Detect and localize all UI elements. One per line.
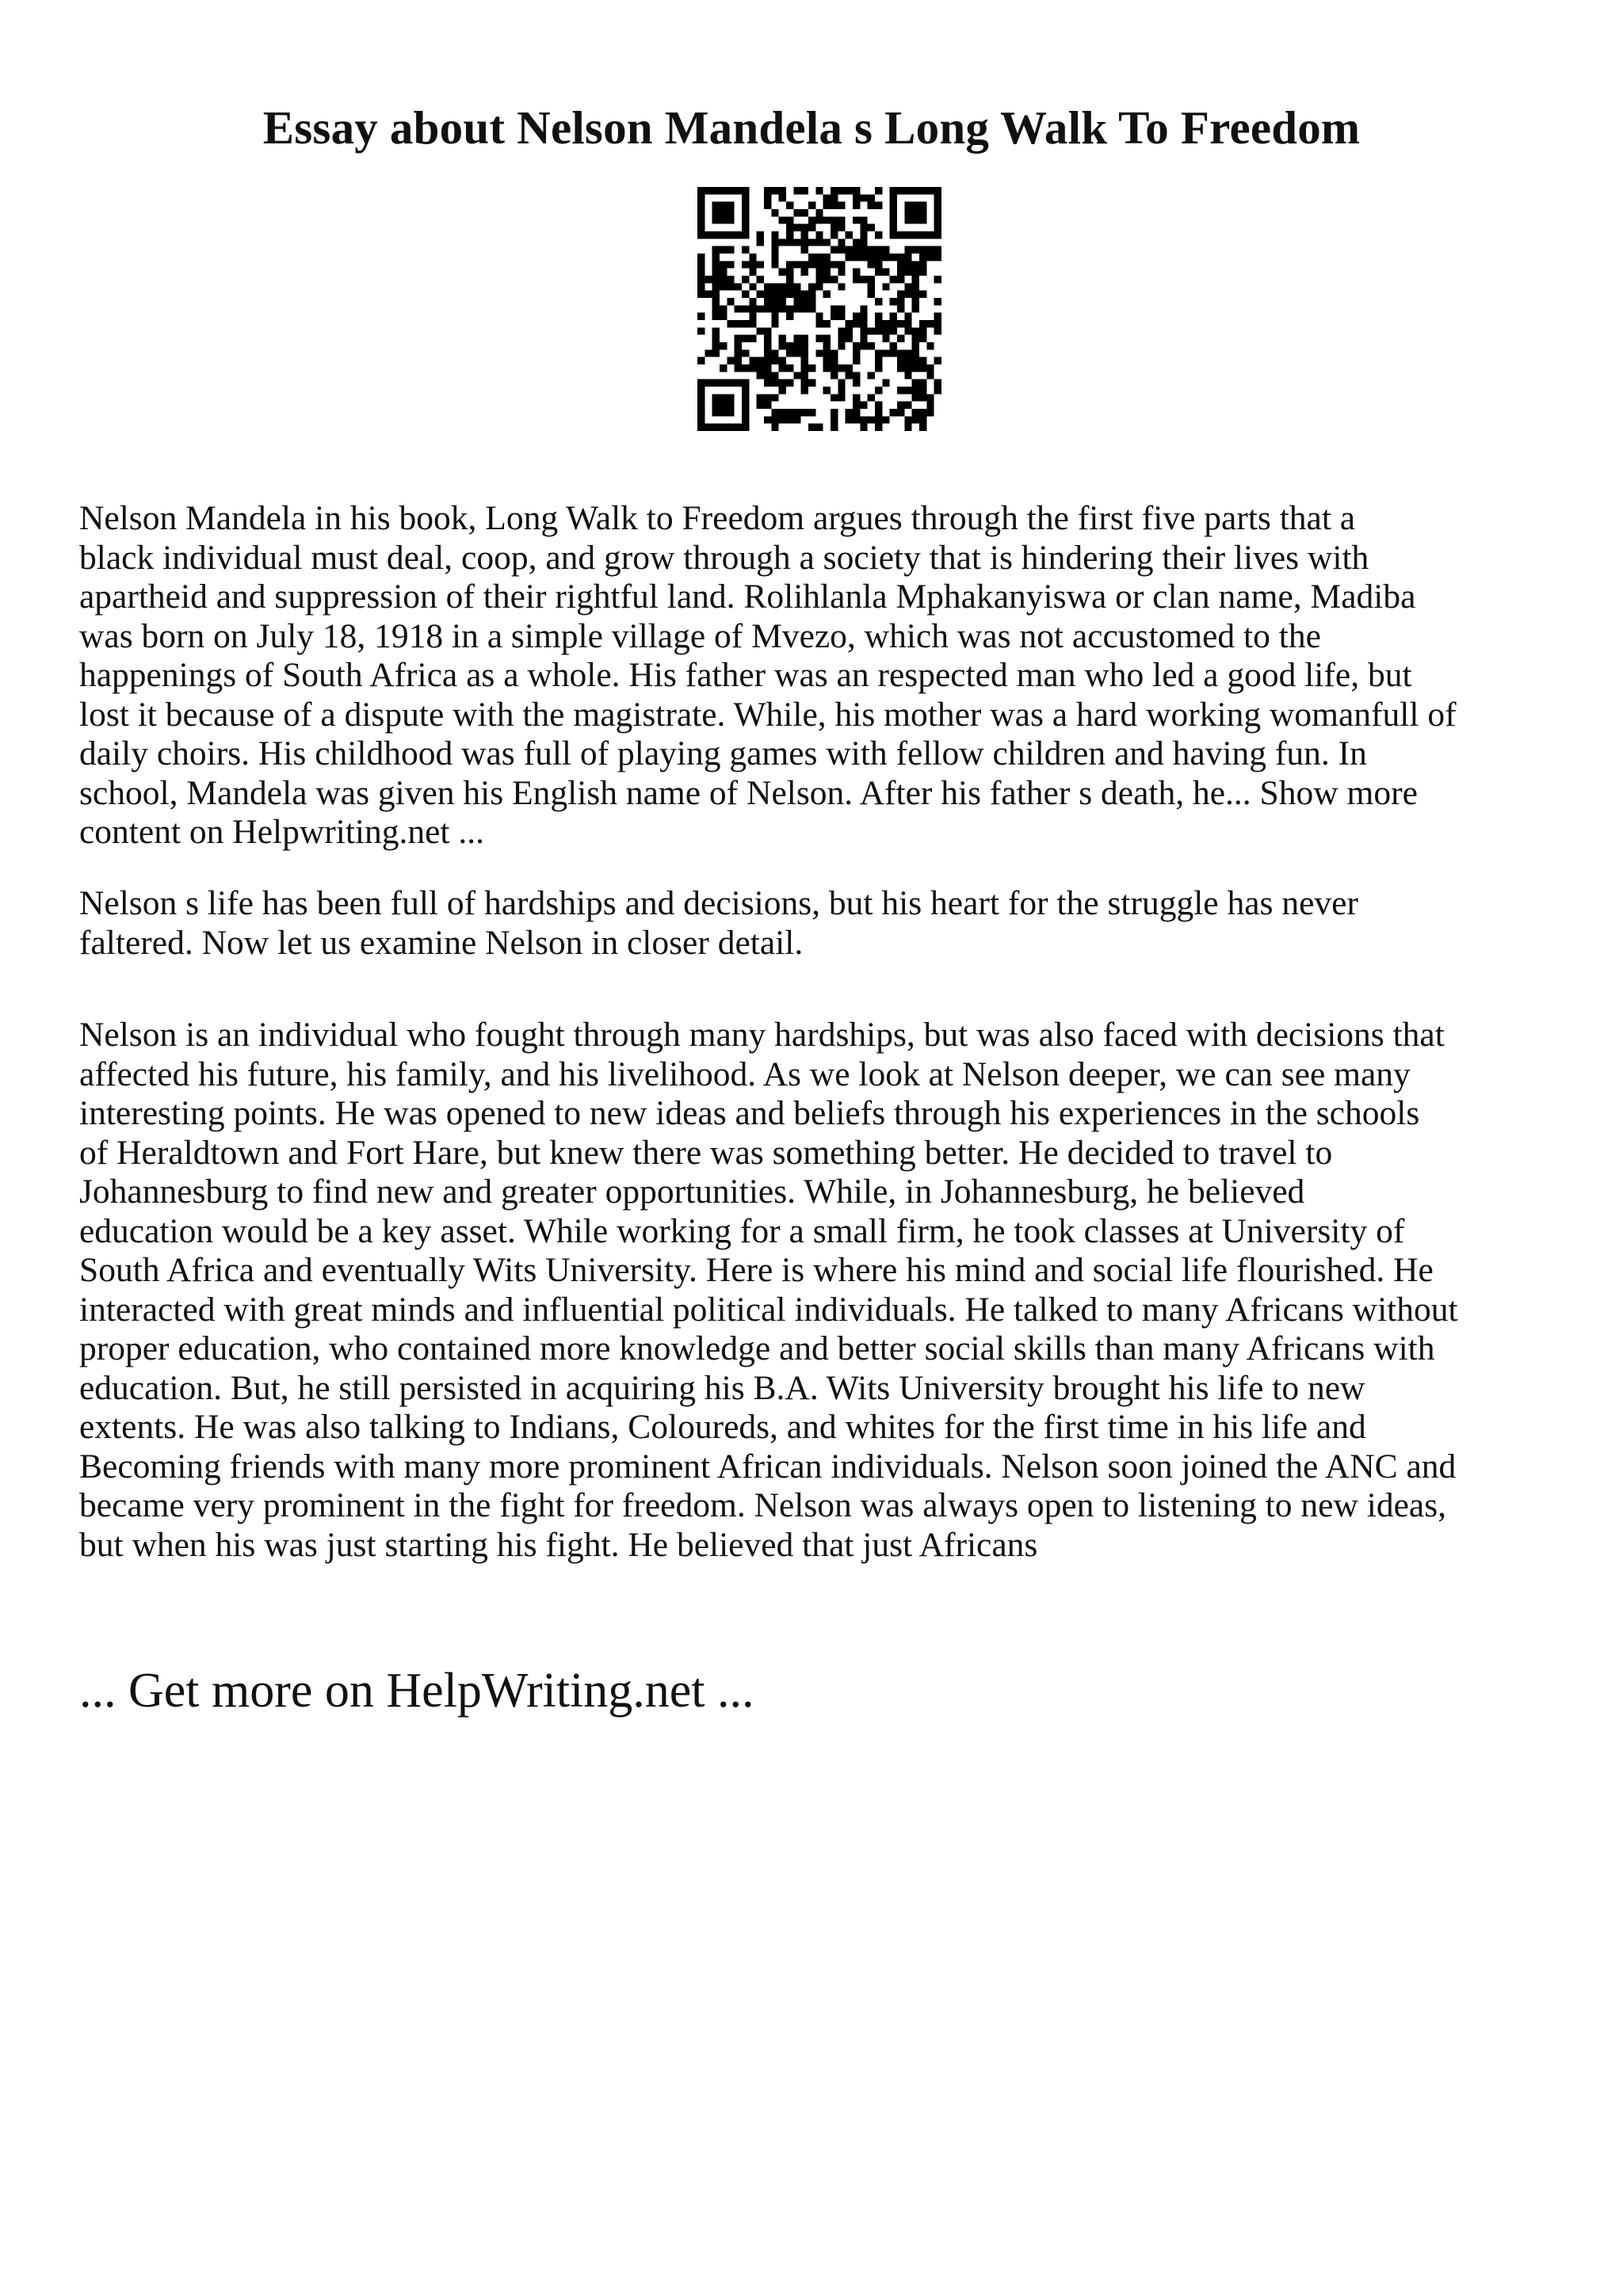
paragraph-3: Nelson is an individual who fought through many hardships, but was also faced with decisions that affected his future, his family, and his livelihood. As we look at Nelson deeper, we can see many interesting points. He was opened to new ideas and beliefs through his experiences in the schools of Heraldtown and Fort Hare, but knew there was something better. He decided to travel to Johannesburg to find new and greater opportunities. While, in Johannesburg, he believed education would be a key asset. While working for a small firm, he took classes at University of South Africa and eventually Wits University. Here is where his mind and social life flourished. He interacted with great minds and influential political individuals. He talked to many Africans without proper education, who contained more knowledge and better social skills than many Africans with education. But, he still persisted in acquiring his B.A. Wits University brought his life to new extents. He was also talking to Indians, Coloureds, and whites for the first time in his life and Becoming friends with many more prominent African individuals. Nelson soon joined the ANC and became very prominent in the fight for freedom. Nelson was always open to listening to new ideas, but when his was just starting his fight. He believed that just Africans: [79, 1016, 1458, 1564]
paragraph-2: Nelson s life has been full of hardships and decisions, but his heart for the struggle has never faltered. Now let us examine Nelson in closer detail.: [79, 884, 1358, 962]
get-more-link[interactable]: ... Get more on HelpWriting.net ...: [79, 1664, 754, 1718]
qr-code-icon[interactable]: [697, 187, 941, 431]
qr-code-graphic: [697, 187, 941, 431]
document-title: Essay about Nelson Mandela s Long Walk To Freedom: [262, 101, 1361, 154]
paragraph-1: Nelson Mandela in his book, Long Walk to Freedom argues through the first five parts that a black individual must deal, coop, and grow through a society that is hindering their lives with apartheid and suppression of their rightful land. Rolihlanla Mphakanyiswa or clan name, Madiba was born on July 18, 1918 in a simple village of Mvezo, which was not accustomed to the happenings of South Africa as a whole. His father was an respected man who led a good life, but lost it because of a dispute with the magistrate. While, his mother was a hard working womanfull of daily choirs. His childhood was full of playing games with fellow children and having fun. In school, Mandela was given his English name of Nelson. After his father s death, he... Show more content on Helpwriting.net ...: [79, 499, 1457, 851]
